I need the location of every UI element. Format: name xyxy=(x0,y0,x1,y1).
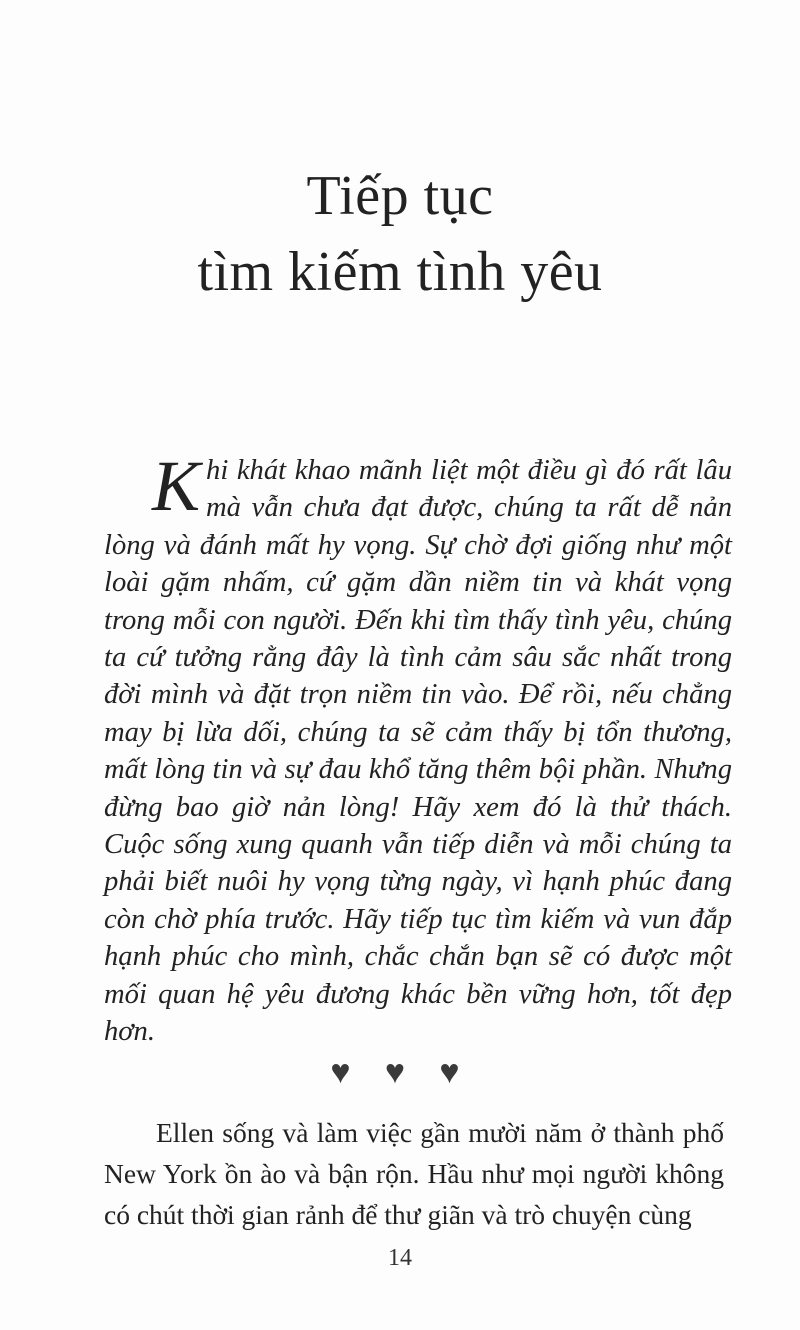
heart-icon: ♥ xyxy=(330,1054,361,1091)
body-text: Ellen sống và làm việc gần mười năm ở thành phố New York ồn ào và bận rộn. Hầu như mọi người không có chút thời gian rảnh để thư giãn và trò chuyện cùng xyxy=(104,1117,724,1230)
body-paragraph xyxy=(104,1112,724,1235)
chapter-title-line-1: Tiếp tục xyxy=(306,165,494,227)
drop-cap: K xyxy=(152,446,201,526)
section-ornament xyxy=(0,1056,800,1090)
chapter-title xyxy=(0,158,800,310)
heart-icon: ♥ xyxy=(384,1054,416,1091)
intro-paragraph xyxy=(104,446,732,1051)
chapter-title-line-2: tìm kiếm tình yêu xyxy=(197,241,603,303)
intro-text: hi khát khao mãnh liệt một điều gì đó rất lâu mà vẫn chưa đạt được, chúng ta rất dễ nản lòng và đánh mất hy vọng. Sự chờ đợi giống như một loài gặm nhấm, cứ gặm dần niềm tin và khát vọng trong mỗi con người. Đến khi tìm thấy tình yêu, chúng ta cứ tưởng rằng đây là tình cảm sâu sắc nhất trong đời mình và đặt trọn niềm tin vào. Để rồi, nếu chẳng may bị lừa dối, chúng ta sẽ cảm thấy bị tổn thương, mất lòng tin và sự đau khổ tăng thêm bội phần. Nhưng đừng bao giờ nản lòng! Hãy xem đó là thử thách. Cuộc sống xung quanh vẫn tiếp diễn và mỗi chúng ta phải biết nuôi hy vọng từng ngày, vì hạnh phúc đang còn chờ phía trước. Hãy tiếp tục tìm kiếm và vun đắp hạnh phúc cho mình, chắc chắn bạn sẽ có được một mối quan hệ yêu đương khác bền vững hơn, tốt đẹp hơn. xyxy=(104,455,732,1048)
heart-icon: ♥ xyxy=(439,1054,470,1091)
page-number: 14 xyxy=(388,1245,412,1271)
